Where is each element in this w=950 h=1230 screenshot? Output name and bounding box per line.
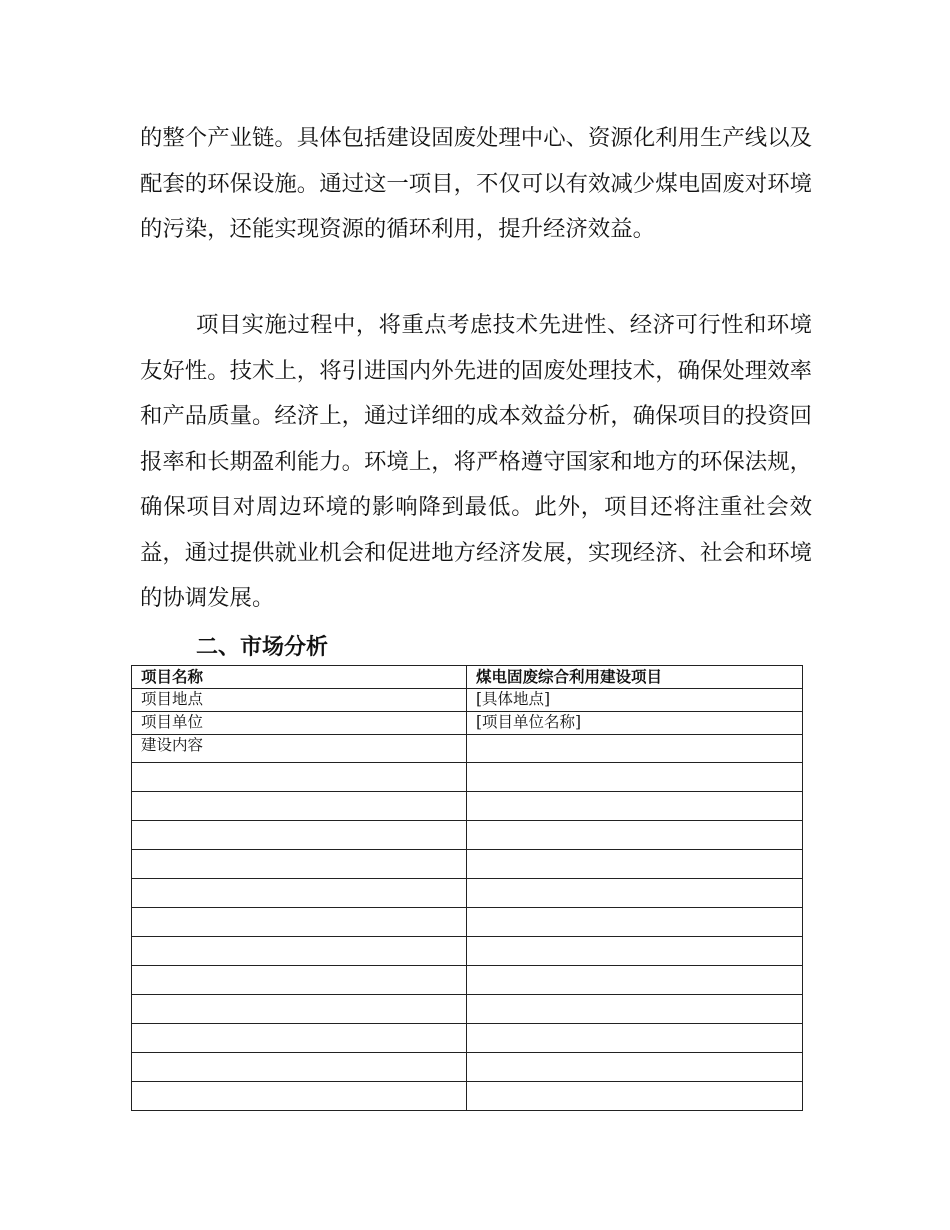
table-row-empty <box>132 966 803 995</box>
table-cell-label <box>132 1053 467 1082</box>
table-cell-label: 建设内容 <box>132 735 467 763</box>
table-row-empty <box>132 937 803 966</box>
table-row-empty <box>132 908 803 937</box>
table-cell-value <box>467 763 803 792</box>
table-row-empty <box>132 879 803 908</box>
table-cell-value: [项目单位名称] <box>467 712 803 735</box>
table-cell-label <box>132 1024 467 1053</box>
table-cell-label: 项目地点 <box>132 689 467 712</box>
table-cell-label <box>132 966 467 995</box>
table-row-empty <box>132 1053 803 1082</box>
project-info-table <box>131 665 803 1111</box>
table-row-empty <box>132 850 803 879</box>
table-cell-value <box>467 1082 803 1111</box>
table-row <box>132 666 803 689</box>
body-paragraph-1: 的整个产业链。具体包括建设固废处理中心、资源化利用生产线以及配套的环保设施。通过这一项目，不仅可以有效减少煤电固废对环境的污染，还能实现资源的循环利用，提升经济效益。 <box>140 125 812 242</box>
table-row-empty <box>132 792 803 821</box>
table-cell-label <box>132 792 467 821</box>
table-cell-value <box>467 908 803 937</box>
table-cell-value <box>467 1053 803 1082</box>
table-cell-label: 项目名称 <box>132 666 467 689</box>
table-row-empty <box>132 995 803 1024</box>
table-cell-value <box>467 735 803 763</box>
table-cell-label <box>132 995 467 1024</box>
table-row <box>132 689 803 712</box>
table-cell-label <box>132 850 467 879</box>
table-cell-label <box>132 937 467 966</box>
table-cell-value: [具体地点] <box>467 689 803 712</box>
table-cell-value <box>467 879 803 908</box>
table-cell-label <box>132 908 467 937</box>
table-cell-value <box>467 995 803 1024</box>
table-row <box>132 735 803 763</box>
table-row-empty <box>132 821 803 850</box>
table-row-empty <box>132 1082 803 1111</box>
table-row-empty <box>132 1024 803 1053</box>
section-heading: 二、市场分析 <box>196 635 329 660</box>
table-cell-label <box>132 821 467 850</box>
table-cell-value <box>467 792 803 821</box>
table-cell-value <box>467 966 803 995</box>
table-cell-value <box>467 850 803 879</box>
table-cell-label: 项目单位 <box>132 712 467 735</box>
table-cell-value <box>467 937 803 966</box>
table-cell-value <box>467 1024 803 1053</box>
table-row-empty <box>132 763 803 792</box>
table-cell-label <box>132 879 467 908</box>
table-row <box>132 712 803 735</box>
table-cell-label <box>132 1082 467 1111</box>
table-cell-value <box>467 821 803 850</box>
table-cell-value: 煤电固废综合利用建设项目 <box>467 666 803 689</box>
table-cell-label <box>132 763 467 792</box>
body-paragraph-2: 项目实施过程中，将重点考虑技术先进性、经济可行性和环境友好性。技术上，将引进国内外先进的固废处理技术，确保处理效率和产品质量。经济上，通过详细的成本效益分析，确保项目的投资回报率和长期盈利能力。环境上，将严格遵守国家和地方的环保法规，确保项目对周边环境的影响降到最低。此外，项目还将注重社会效益，通过提供就业机会和促进地方经济发展，实现经济、社会和环境的协调发展。 <box>140 312 812 611</box>
